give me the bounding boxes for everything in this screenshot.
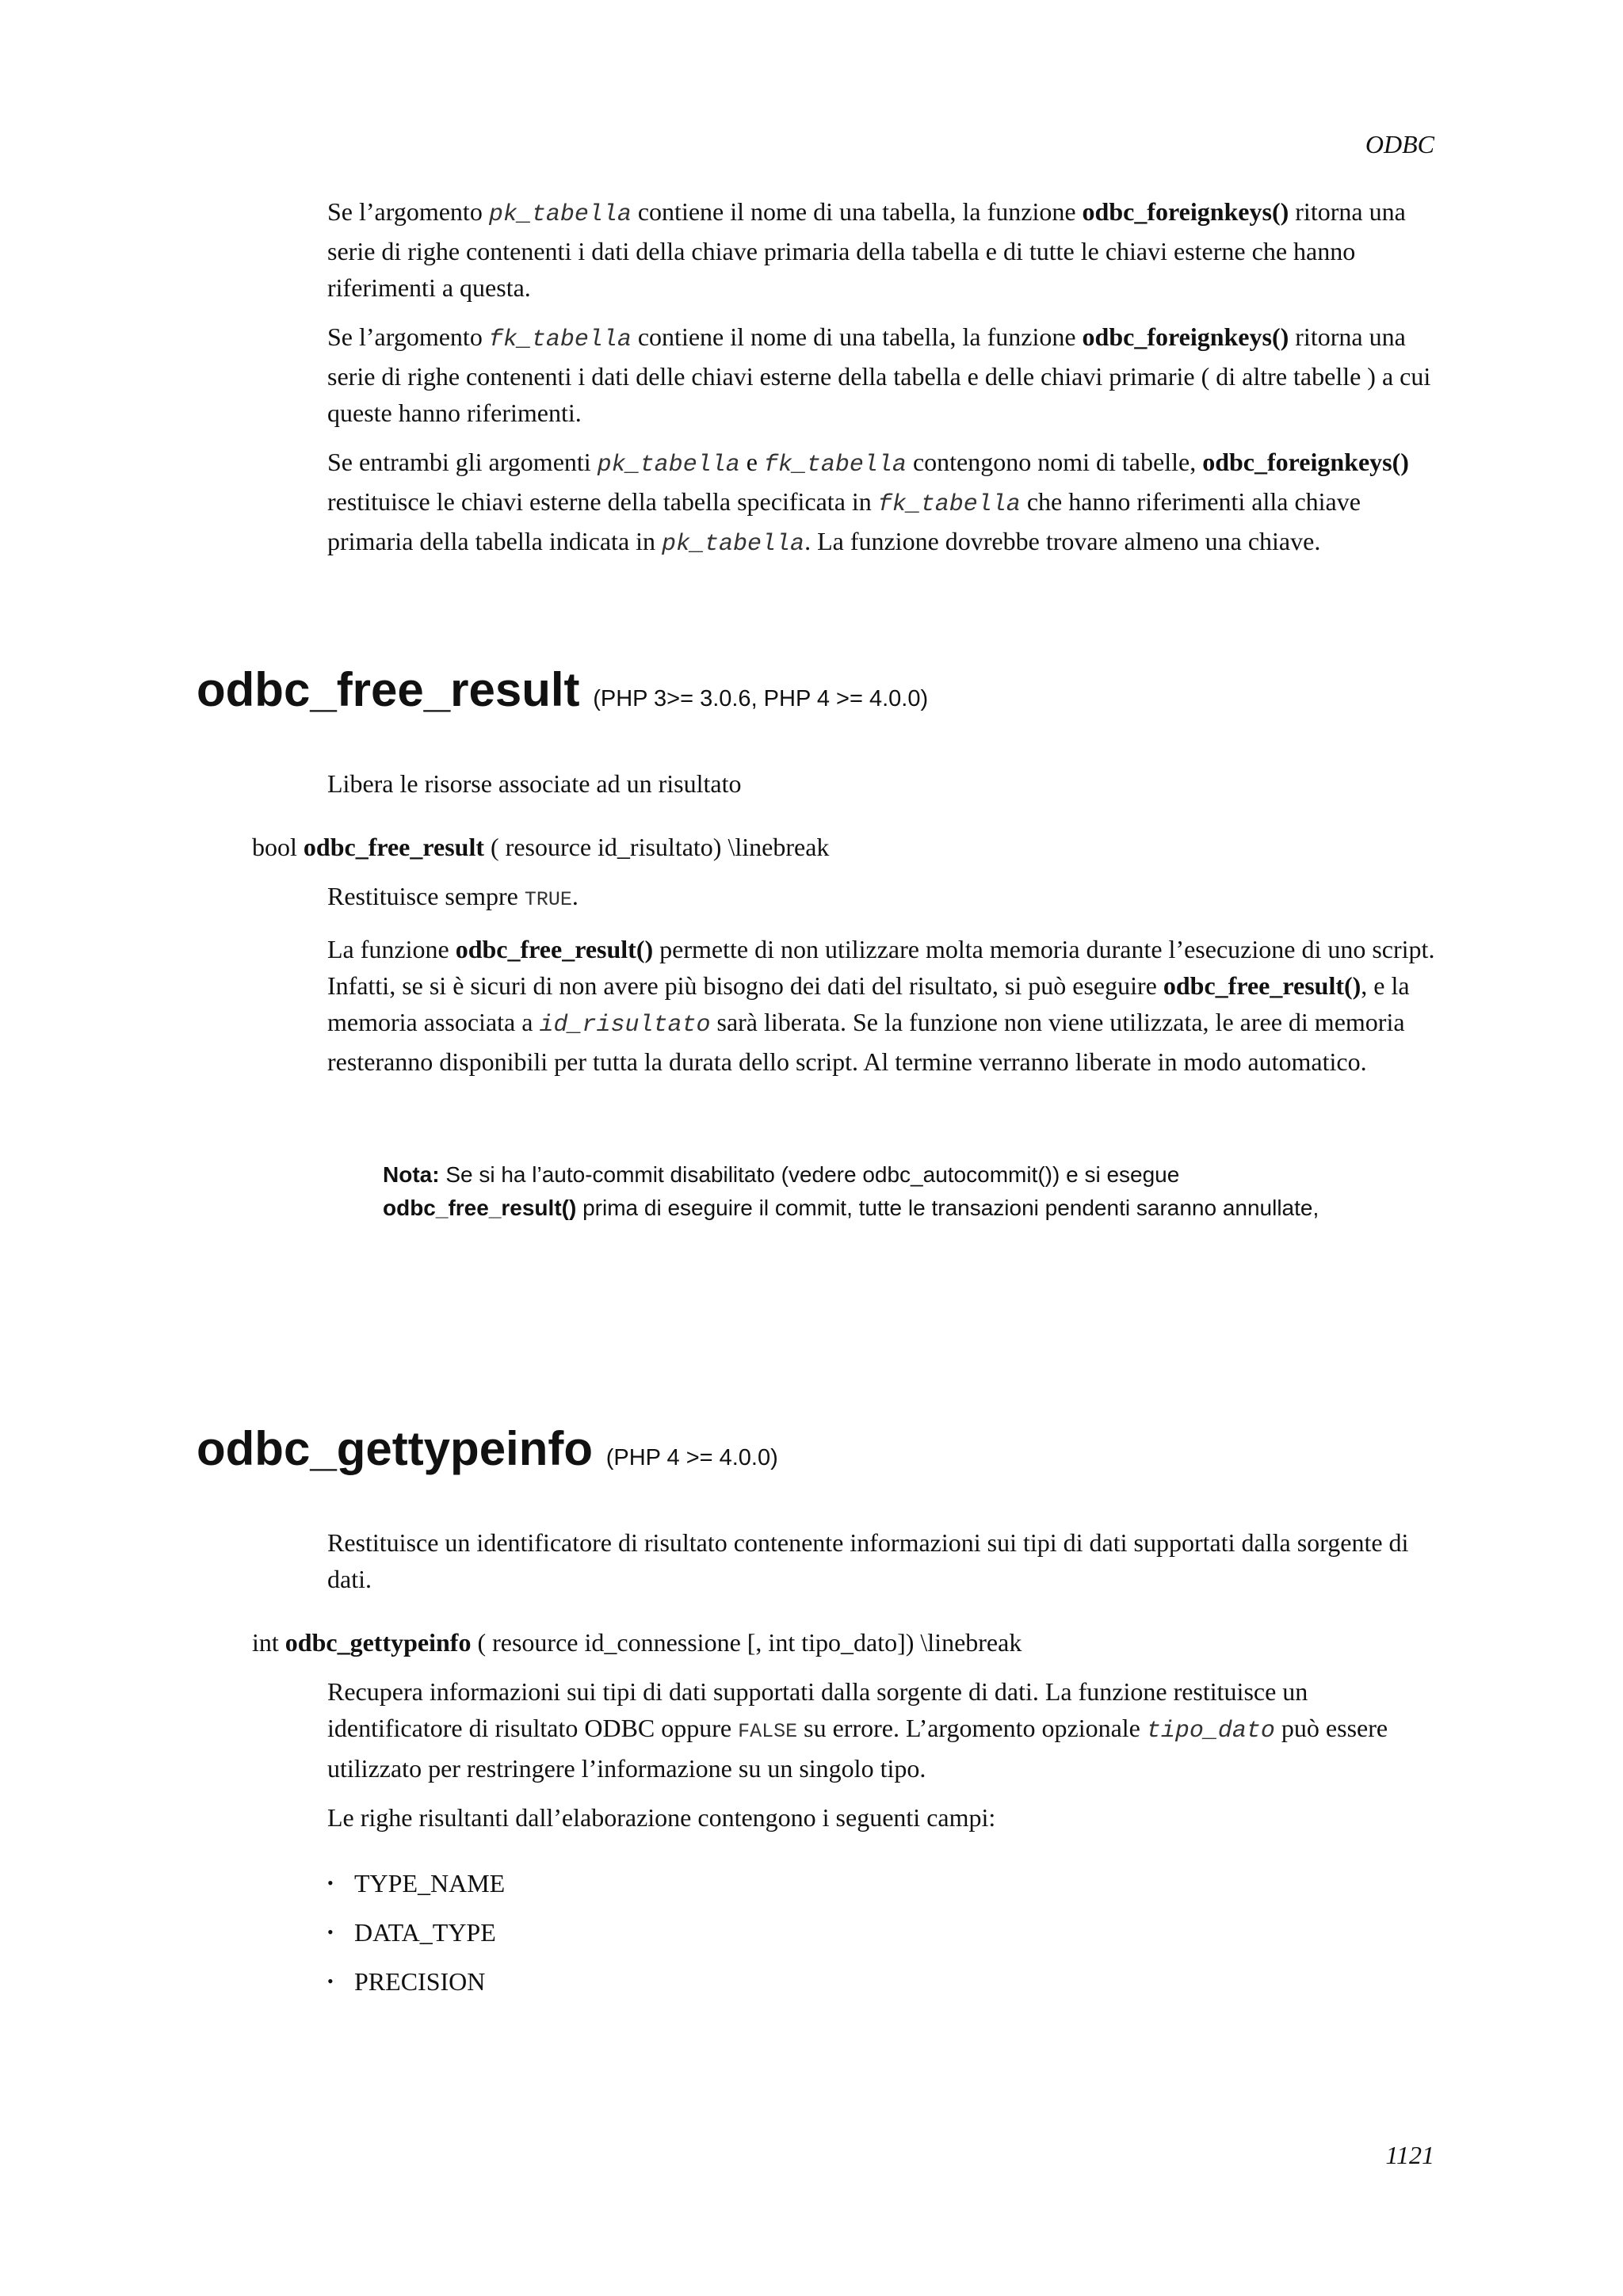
fields-intro: Le righe risultanti dall’elaborazione contengono i seguenti campi: bbox=[327, 1803, 996, 1832]
function-name: odbc_gettypeinfo bbox=[285, 1628, 472, 1657]
list-item: • PRECISION bbox=[327, 1963, 505, 2012]
function-ref: odbc_foreignkeys() bbox=[1202, 448, 1409, 476]
paragraph-both-tables: Se entrambi gli argomenti pk_tabella e fk_tabella contengono nomi di tabelle, odbc_foreignkeys() restituisce le chiavi esterne della tabella specificata in fk_tabella che hanno riferimenti alla chiave primaria della tabella indicata in pk_tabella. La funzione dovrebbe trovare almeno una chiave. bbox=[327, 448, 1409, 558]
function-ref: odbc_foreignkeys() bbox=[1082, 322, 1289, 351]
description-paragraph: Recupera informazioni sui tipi di dati supportati dalla sorgente di dati. La funzione restituisce un identificatore di risultato ODBC oppure FALSE su errore. L’argomento opzionale tipo_dato può essere utilizzato per restringere l’informazione su un singolo tipo. bbox=[327, 1677, 1388, 1783]
gettypeinfo-purpose: Restituisce un identificatore di risultato contenente informazioni sui tipi di dati supportati dalla sorgente di dati. bbox=[327, 1528, 1409, 1593]
function-ref: odbc_free_result() bbox=[1163, 971, 1361, 1000]
argument: fk_tabella bbox=[763, 452, 907, 479]
list-item: • TYPE_NAME bbox=[327, 1865, 505, 1914]
free-result-purpose: Libera le risorse associate ad un risultato bbox=[327, 769, 742, 798]
argument: pk_tabella bbox=[597, 452, 740, 479]
argument: fk_tabella bbox=[877, 491, 1021, 518]
note-label: Nota: bbox=[383, 1162, 440, 1187]
function-ref: odbc_free_result() bbox=[455, 935, 654, 963]
page-number: 1121 bbox=[1385, 2141, 1434, 2169]
heading-version: (PHP 4 >= 4.0.0) bbox=[605, 1445, 778, 1470]
heading-odbc-free-result bbox=[197, 662, 928, 727]
argument: fk_tabella bbox=[488, 326, 632, 353]
bullet-icon: • bbox=[327, 1873, 334, 1893]
argument: pk_tabella bbox=[488, 201, 632, 228]
returns-paragraph: Restituisce sempre TRUE. bbox=[327, 882, 579, 911]
argument: pk_tabella bbox=[662, 531, 805, 558]
function-ref: odbc_foreignkeys() bbox=[1082, 197, 1289, 226]
function-ref: odbc_free_result() bbox=[383, 1196, 577, 1220]
gettypeinfo-synopsis: int odbc_gettypeinfo ( resource id_connessione [, int tipo_dato]) \linebreak bbox=[252, 1628, 1022, 1657]
running-header: ODBC bbox=[1365, 130, 1434, 158]
constant-true: TRUE bbox=[524, 888, 572, 911]
free-result-synopsis: bool odbc_free_result ( resource id_risultato) \linebreak bbox=[252, 833, 830, 861]
constant-false: FALSE bbox=[738, 1720, 798, 1743]
heading-version: (PHP 3>= 3.0.6, PHP 4 >= 4.0.0) bbox=[593, 686, 929, 711]
intro-text bbox=[327, 193, 1437, 575]
argument: id_risultato bbox=[539, 1012, 711, 1039]
description-paragraph: La funzione odbc_free_result() permette di non utilizzare molta memoria durante l’esecuzione di uno script. Infatti, se si è sicuri di non avere più bisogno dei dati del risultato, si può eseguire odbc_free_result(), e la memoria associata a id_risultato sarà liberata. Se la funzione non viene utilizzata, le aree di memoria resteranno disponibili per tutta la durata dello script. Al termine verranno liberate in modo automatico. bbox=[327, 935, 1435, 1076]
fields-list bbox=[327, 1865, 505, 2012]
note-block: Nota: Se si ha l’auto-commit disabilitato (vedere odbc_autocommit()) e si esegue odbc_free_result() prima di eseguire il commit, tutte le transazioni pendenti saranno annullate, bbox=[383, 1162, 1319, 1220]
paragraph-pk-tabella: Se l’argomento pk_tabella contiene il nome di una tabella, la funzione odbc_foreignkeys() ritorna una serie di righe contenenti i dati della chiave primaria della tabella e di tutte le chiavi esterne che hanno riferimenti a questa. bbox=[327, 197, 1406, 302]
bullet-icon: • bbox=[327, 1971, 334, 1991]
gettypeinfo-description bbox=[327, 1673, 1437, 1848]
heading-odbc-gettypeinfo bbox=[197, 1421, 778, 1486]
function-name: odbc_free_result bbox=[303, 833, 484, 861]
paragraph-fk-tabella: Se l’argomento fk_tabella contiene il nome di una tabella, la funzione odbc_foreignkeys() ritorna una serie di righe contenenti i dati delle chiavi esterne della tabella e delle chiavi primarie ( di altre tabelle ) a cui queste hanno riferimenti. bbox=[327, 322, 1431, 427]
list-item: • DATA_TYPE bbox=[327, 1914, 505, 1963]
free-result-description bbox=[327, 878, 1437, 1093]
heading-title: odbc_gettypeinfo bbox=[197, 1422, 594, 1475]
bullet-icon: • bbox=[327, 1922, 334, 1942]
argument: tipo_dato bbox=[1146, 1718, 1275, 1745]
heading-title: odbc_free_result bbox=[197, 663, 580, 716]
